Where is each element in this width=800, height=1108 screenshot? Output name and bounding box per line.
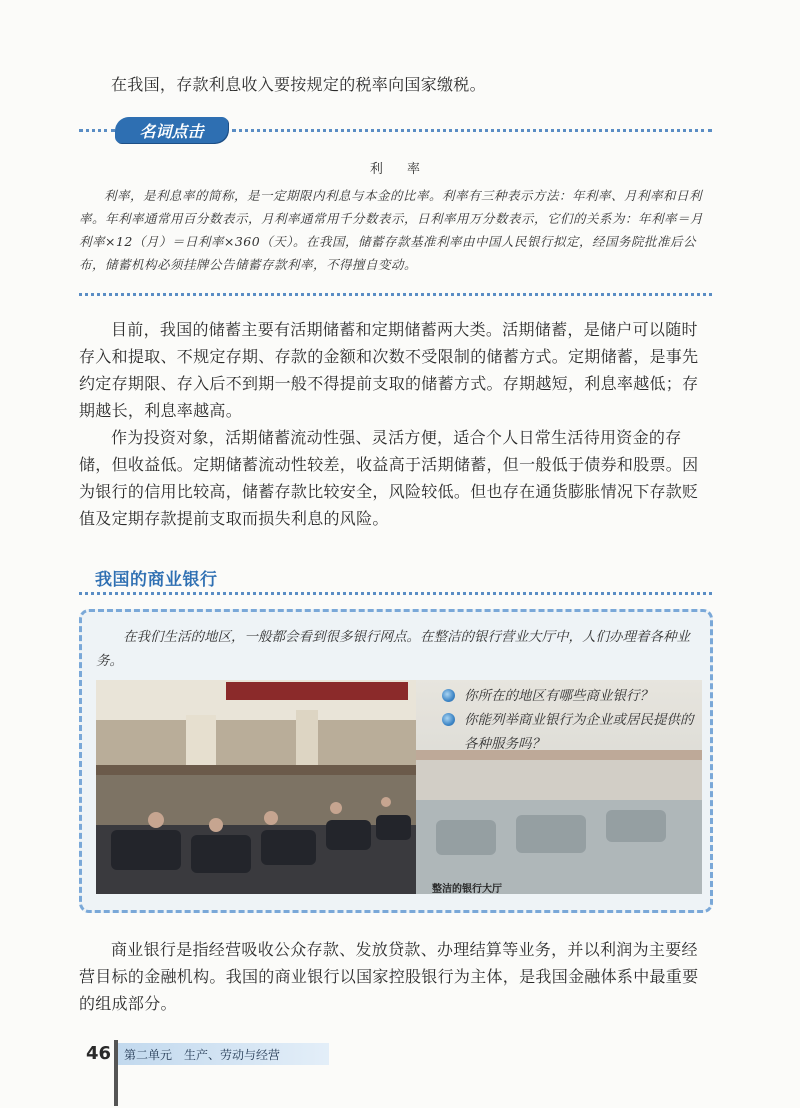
- glossary-top-dots-right: [232, 129, 712, 132]
- question-item: [434, 708, 704, 756]
- section-title: 我国的商业银行: [95, 570, 218, 590]
- bullet-icon: [442, 713, 455, 726]
- glossary-tag: 名词点击: [115, 117, 228, 143]
- bullet-icon: [442, 689, 455, 702]
- activity-intro: 在我们生活的地区，一般都会看到很多银行网点。在整洁的银行营业大厅中，人们办理着各种业务。: [96, 629, 690, 669]
- bank-hall-photo: [96, 680, 416, 894]
- intro-line: 在我国，存款利息收入要按规定的税率向国家缴税。: [111, 75, 486, 94]
- photo-caption: 整洁的银行大厅: [432, 884, 502, 895]
- paragraph-savings-types: 目前，我国的储蓄主要有活期储蓄和定期储蓄两大类。活期储蓄，是储户可以随时存入和提取、不规定存期、存款的金额和次数不受限制的储蓄方式。定期储蓄，是事先约定存期限、存入后不到期一般不得提前支取的储蓄方式。存期越短，利息率越低；存期越长，利息率越高。: [79, 320, 699, 420]
- glossary-bottom-dots: [79, 293, 712, 296]
- bank-hall-illustration: [96, 680, 416, 894]
- glossary-top-dots: [79, 129, 115, 132]
- glossary-text: 利率，是利息率的简称，是一定期限内利息与本金的比率。利率有三种表示方法：年利率、月利率和日利率。年利率通常用百分数表示，月利率通常用千分数表示，日利率用万分数表示，它们的关系为：年利率＝月利率×12（月）＝日利率×360（天）。在我国，储蓄存款基准利率由中国人民银行拟定，经国务院批准后公布，储蓄机构必须挂牌公告储蓄存款利率，不得擅自变动。: [79, 188, 704, 272]
- question-text: 你能列举商业银行为企业或居民提供的各种服务吗？: [464, 712, 694, 752]
- question-item: [434, 684, 704, 708]
- question-text: 你所在的地区有哪些商业银行？: [464, 688, 653, 704]
- question-list: [434, 684, 704, 756]
- paragraph-savings-investment: 作为投资对象，活期储蓄流动性强、灵活方便，适合个人日常生活待用资金的存储，但收益低。定期储蓄流动性较差，收益高于活期储蓄，但一般低于债券和股票。因为银行的信用比较高，储蓄存款比较安全，风险较低。但也存在通货膨胀情况下存款贬值及定期存款提前支取而损失利息的风险。: [79, 428, 699, 528]
- glossary-title: 利 率: [369, 162, 431, 177]
- unit-label: 第二单元 生产、劳动与经营: [118, 1043, 329, 1065]
- paragraph-commercial-banks: 商业银行是指经营吸收公众存款、发放贷款、办理结算等业务，并以利润为主要经营目标的金融机构。我国的商业银行以国家控股银行为主体，是我国金融体系中最重要的组成部分。: [79, 940, 699, 1013]
- section-underline-dots: [79, 592, 712, 595]
- page-number: 46: [86, 1043, 112, 1064]
